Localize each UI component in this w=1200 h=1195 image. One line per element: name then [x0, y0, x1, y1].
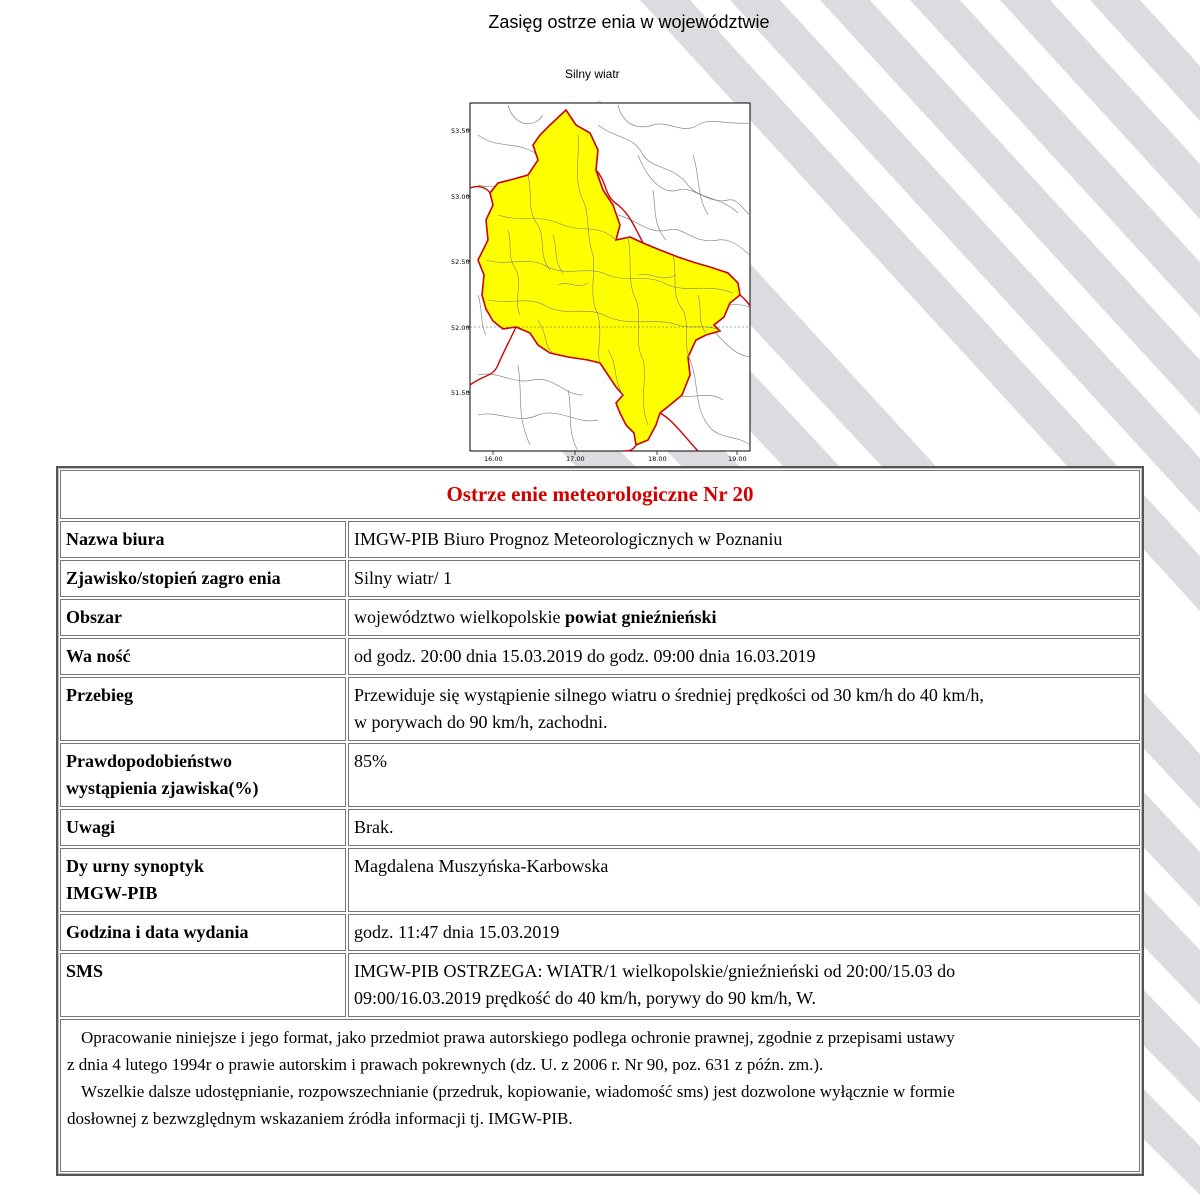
copyright-line-1: Opracowanie niniejsze i jego format, jako przedmiot prawa autorskiego podlega ochronie prawnej, zgodnie z przepisami ustawy: [81, 1028, 955, 1047]
lat-tick: 53.00: [451, 193, 470, 201]
area-value: [348, 599, 1140, 636]
course-label: Przebieg: [60, 677, 346, 741]
validity-label: Wa ność: [60, 638, 346, 675]
copyright-line-3: Wszelkie dalsze udostępnianie, rozpowszechnianie (przedruk, kopiowanie, wiadomość sms) jest dozwolone wyłącznie w formie: [81, 1082, 955, 1101]
remarks-value: Brak.: [348, 809, 1140, 846]
forecaster-label-line-2: IMGW-PIB: [66, 883, 158, 903]
forecaster-label: [60, 848, 346, 912]
probability-value: 85%: [348, 743, 1140, 807]
lat-tick: 53.50: [451, 127, 470, 135]
validity-value: od godz. 20:00 dnia 15.03.2019 do godz. 09:00 dnia 16.03.2019: [348, 638, 1140, 675]
copyright-line-4: dosłownej z bezwzględnym wskazaniem źródła informacji tj. IMGW-PIB.: [67, 1109, 573, 1128]
lat-tick: 52.50: [451, 258, 470, 266]
area-voivodeship: województwo wielkopolskie: [354, 607, 561, 627]
sms-value: [348, 953, 1140, 1017]
lat-tick: 51.50: [451, 389, 470, 397]
remarks-label: Uwagi: [60, 809, 346, 846]
phenomenon-label: Zjawisko/stopień zagro enia: [60, 560, 346, 597]
page-title: Zasięg ostrze enia w województwie: [488, 12, 770, 32]
area-county: powiat gnieźnieński: [564, 607, 717, 627]
issue-time-label: Godzina i data wydania: [60, 914, 346, 951]
forecaster-value: Magdalena Muszyńska-Karbowska: [348, 848, 1140, 912]
lon-tick: 19.00: [728, 455, 747, 463]
warning-map: [438, 95, 758, 465]
course-line-1: Przewiduje się wystąpienie silnego wiatru o średniej prędkości od 30 km/h do 40 km/h,: [354, 685, 984, 705]
lat-tick: 52.00: [451, 324, 470, 332]
copyright-notice: [60, 1019, 1140, 1172]
sms-line-2: 09:00/16.03.2019 prędkość do 40 km/h, porywy do 90 km/h, W.: [354, 988, 816, 1008]
area-label: Obszar: [60, 599, 346, 636]
sms-label: SMS: [60, 953, 346, 1017]
lon-tick: 16.00: [484, 455, 503, 463]
lon-tick: 17.00: [566, 455, 585, 463]
issue-time-value: godz. 11:47 dnia 15.03.2019: [348, 914, 1140, 951]
course-line-2: w porywach do 90 km/h, zachodni.: [354, 712, 608, 732]
warning-header: Ostrze enie meteorologiczne Nr 20: [60, 470, 1140, 519]
warning-table: [56, 466, 1144, 1176]
probability-label-line-2: wystąpienia zjawiska(%): [66, 778, 259, 798]
forecaster-label-line-1: Dy urny synoptyk: [66, 856, 205, 876]
probability-label: [60, 743, 346, 807]
lon-tick: 18.00: [648, 455, 667, 463]
sms-line-1: IMGW-PIB OSTRZEGA: WIATR/1 wielkopolskie/gnieźnieński od 20:00/15.03 do: [354, 961, 956, 981]
course-value: [348, 677, 1140, 741]
copyright-line-2: z dnia 4 lutego 1994r o prawie autorskim i prawach pokrewnych (dz. U. z 2006 r. Nr 90, poz. 631 z późn. zm.).: [67, 1055, 824, 1074]
office-value: IMGW-PIB Biuro Prognoz Meteorologicznych w Poznaniu: [348, 521, 1140, 558]
probability-label-line-1: Prawdopodobieństwo: [66, 751, 233, 771]
map-title: Silny wiatr: [565, 67, 620, 81]
office-label: Nazwa biura: [60, 521, 346, 558]
phenomenon-value: Silny wiatr/ 1: [348, 560, 1140, 597]
